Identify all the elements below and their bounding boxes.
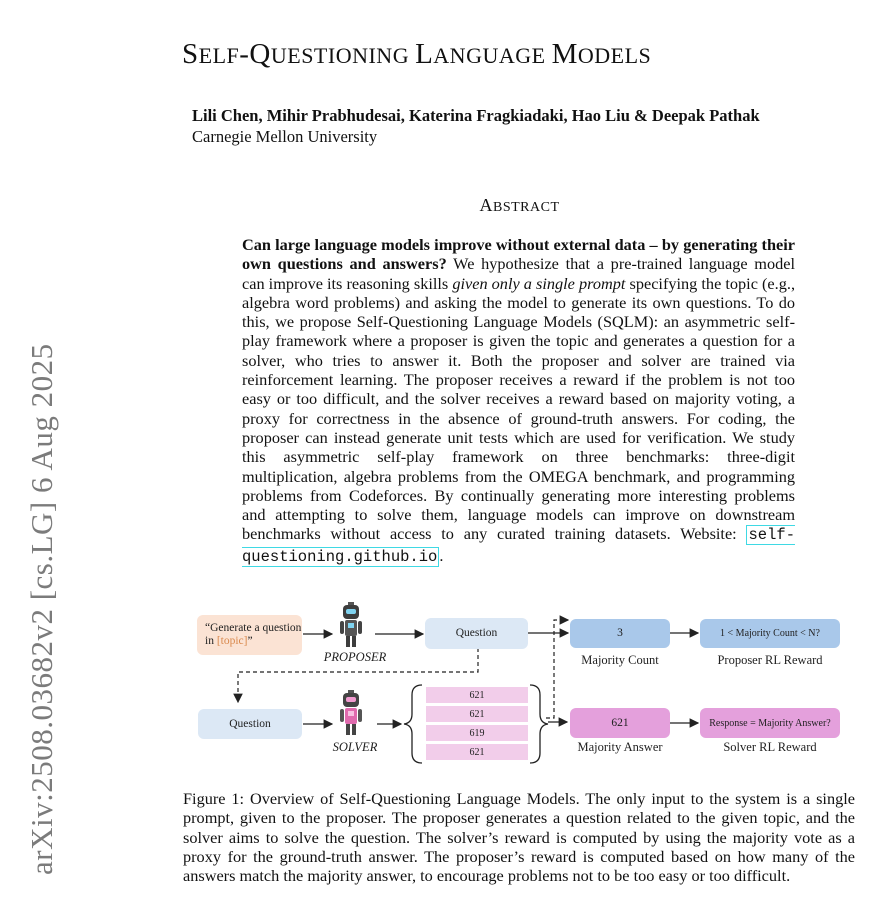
title-part: ANGUAGE bbox=[433, 43, 552, 68]
prompt-text: “Generate a question in bbox=[205, 622, 302, 647]
answer-bar: 621 bbox=[426, 706, 528, 722]
prompt-topic: [topic] bbox=[216, 635, 248, 647]
solver-robot-icon bbox=[340, 690, 362, 735]
question-box-top: Question bbox=[425, 618, 528, 649]
proposer-robot-icon bbox=[340, 602, 362, 647]
abstract-body bbox=[242, 235, 795, 567]
proposer-reward-rule-box: 1 < Majority Count < N? bbox=[700, 619, 840, 648]
majority-count-box: 3 bbox=[570, 619, 670, 648]
affiliation: Carnegie Mellon University bbox=[192, 127, 378, 146]
abstract-heading-rest: BSTRACT bbox=[492, 200, 560, 215]
proposer-reward-label: Proposer RL Reward bbox=[717, 653, 823, 667]
abstract-text-1: We hypothesize that a pre-trained language model can improve its reasoning skills bbox=[242, 254, 795, 293]
abstract-heading bbox=[0, 195, 869, 216]
answer-bar: 621 bbox=[426, 687, 528, 703]
majority-count-label: Majority Count bbox=[581, 653, 659, 667]
abstract-lead-question: Can large language models improve without external data – by generating their own questions and answers? bbox=[242, 235, 795, 274]
solver-reward-label: Solver RL Reward bbox=[723, 740, 817, 754]
abstract-emphasis: given only a single prompt bbox=[452, 273, 626, 293]
title-part: ELF bbox=[198, 43, 240, 68]
solver-reward-rule-box: Response = Majority Answer? bbox=[700, 708, 840, 738]
abstract-heading-initial: A bbox=[479, 195, 493, 215]
answer-bar: 621 bbox=[426, 744, 528, 760]
authors: Lili Chen, Mihir Prabhudesai, Katerina Fragkiadaki, Hao Liu & Deepak Pathak bbox=[192, 106, 760, 125]
answer-bar: 619 bbox=[426, 725, 528, 741]
website-link[interactable]: self-questioning.github.io bbox=[242, 526, 795, 566]
prompt-box bbox=[197, 615, 302, 655]
proposer-label: PROPOSER bbox=[323, 650, 387, 664]
question-box-bottom: Question bbox=[198, 709, 302, 739]
title-part: ODELS bbox=[577, 43, 652, 68]
title-part: UESTIONING bbox=[270, 43, 416, 68]
solver-label: SOLVER bbox=[332, 740, 378, 754]
abstract-end: . bbox=[439, 545, 444, 565]
title-part: S bbox=[182, 38, 199, 70]
figure-1-diagram bbox=[190, 590, 850, 775]
majority-answer-box: 621 bbox=[570, 708, 670, 738]
abstract-text-2: specifying the topic (e.g., algebra word problems) and asking the model to generate its own questions. To do this, we propose Self-Questioning Language Models (SQLM): an asymmetric self-play framework where a proposer is given the topic and generates a question for a solver, who tries to answer it. Both the proposer and solver are trained via reinforcement learning. The proposer receives a reward if the problem is not too easy or too difficult, and the solver receives a reward based on majority voting, a proxy for correctness in the absence of ground-truth answers. For coding, the proposer can instead generate unit tests which are used for verification. We study this asymmetric self-play framework on three benchmarks: three-digit multiplication, algebra problems from the OMEGA benchmark, and programming problems from Codeforces. By continually generating more interesting problems and attempting to solve them, language models can improve on downstream benchmarks without access to any curated training datasets. Website: bbox=[242, 273, 796, 544]
right-brace bbox=[530, 685, 548, 763]
title-part: -Q bbox=[239, 38, 271, 70]
paper-title bbox=[182, 38, 651, 71]
arxiv-watermark: arXiv:2508.03682v2 [cs.LG] 6 Aug 2025 bbox=[24, 343, 59, 875]
figure-caption: Figure 1: Overview of Self-Questioning Language Models. The only input to the system is a single prompt, given to the proposer. The proposer generates a question related to the given topic, and the solver aims to solve the question. The solver’s reward is computed by using the majority vote as a proxy for the ground-truth answer. The proposer’s reward is computed based on how many of the answers match the majority answer, to encourage problems not to be too easy or too difficult. bbox=[183, 789, 855, 886]
majority-answer-label: Majority Answer bbox=[577, 740, 663, 754]
left-brace bbox=[404, 685, 422, 763]
title-part: M bbox=[551, 38, 578, 70]
dashed-arrow-answers-to-count bbox=[546, 620, 568, 718]
title-part: L bbox=[415, 38, 434, 70]
prompt-close: ” bbox=[247, 635, 253, 647]
